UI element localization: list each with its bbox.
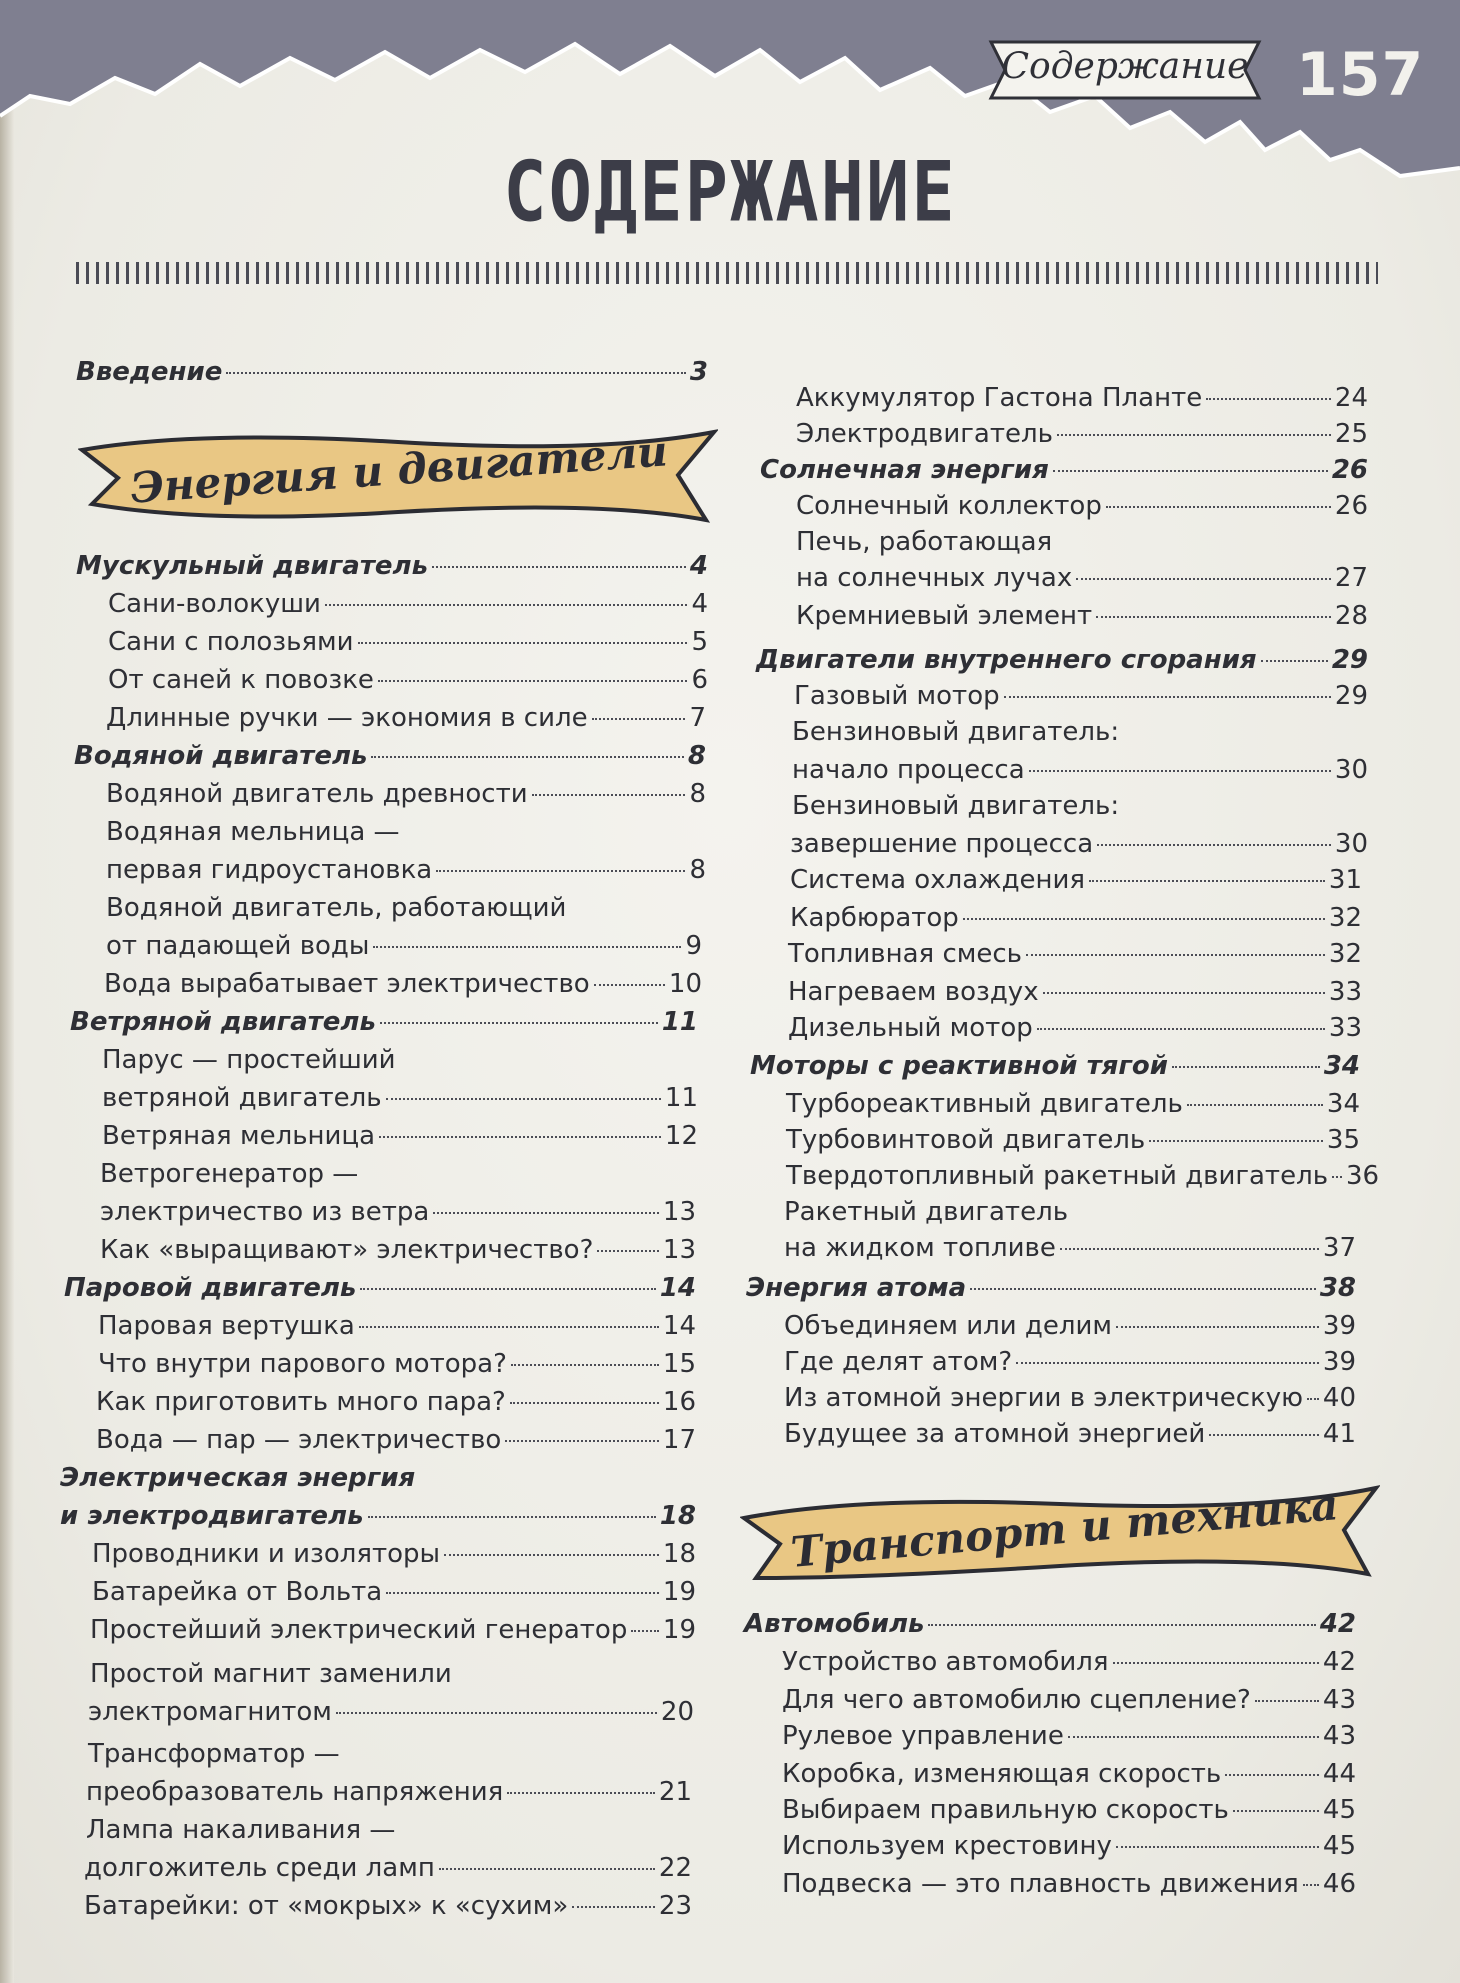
toc-entry[interactable]: Вода — пар — электричество 17	[96, 1425, 696, 1455]
toc-section[interactable]: и электродвигатель 18	[60, 1501, 696, 1531]
toc-entry[interactable]: Вода вырабатывает электричество 10	[104, 969, 702, 999]
page-number: 157	[1296, 40, 1425, 110]
toc-section[interactable]: Ветряной двигатель 11	[70, 1007, 698, 1037]
toc-entry[interactable]: Батарейка от Вольта 19	[92, 1577, 696, 1607]
page-binding-edge	[0, 0, 14, 1983]
toc-entry[interactable]: Дизельный мотор 33	[788, 1013, 1362, 1043]
toc-section[interactable]: Моторы с реактивной тягой 34	[750, 1051, 1360, 1081]
toc-entry[interactable]: первая гидроустановка 8	[106, 855, 706, 885]
toc-entry[interactable]: Турбореактивный двигатель 34	[786, 1089, 1360, 1119]
toc-entry-line1: Ракетный двигатель	[784, 1197, 1069, 1227]
page-title: СОДЕРЖАНИЕ	[503, 143, 957, 241]
toc-entry[interactable]: электричество из ветра 13	[100, 1197, 696, 1227]
toc-entry[interactable]: Длинные ручки — экономия в силе 7	[106, 703, 706, 733]
toc-entry[interactable]: Сани-волокуши 4	[108, 589, 708, 619]
toc-entry[interactable]: электромагнитом 20	[88, 1697, 694, 1727]
toc-entry[interactable]: Как приготовить много пара? 16	[96, 1387, 696, 1417]
toc-entry[interactable]: Объединяем или делим 39	[784, 1311, 1356, 1341]
toc-entry[interactable]: Турбовинтовой двигатель 35	[786, 1125, 1360, 1155]
toc-entry[interactable]: Батарейки: от «мокрых» к «сухим» 23	[84, 1891, 692, 1921]
toc-entry[interactable]: От саней к повозке 6	[108, 665, 708, 695]
toc-entry[interactable]: Электродвигатель 25	[796, 419, 1368, 449]
toc-entry[interactable]: долгожитель среди ламп 22	[84, 1853, 692, 1883]
toc-section[interactable]: Энергия атома 38	[746, 1273, 1356, 1303]
toc-section[interactable]: Водяной двигатель 8	[74, 741, 706, 771]
toc-entry-line1: Бензиновый двигатель:	[792, 791, 1120, 821]
toc-entry[interactable]: Для чего автомобилю сцепление? 43	[782, 1685, 1356, 1715]
toc-entry[interactable]: Что внутри парового мотора? 15	[98, 1349, 696, 1379]
toc-entry[interactable]: Нагреваем воздух 33	[788, 977, 1362, 1007]
toc-entry[interactable]: завершение процесса 30	[790, 829, 1368, 859]
transport-banner-title: Транспорт и техника	[788, 1480, 1341, 1577]
toc-entry-line1: Парус — простейший	[102, 1045, 396, 1075]
toc-section[interactable]: Автомобиль 42	[744, 1609, 1356, 1639]
toc-section[interactable]: Двигатели внутреннего сгорания 29	[756, 645, 1368, 675]
toc-entry[interactable]: Водяной двигатель древности 8	[106, 779, 706, 809]
toc-entry[interactable]: Рулевое управление 43	[782, 1721, 1356, 1751]
toc-entry-line1: Простой магнит заменили	[90, 1659, 452, 1689]
toc-entry[interactable]: ветряной двигатель 11	[102, 1083, 698, 1113]
toc-entry-line1: Лампа накаливания —	[86, 1815, 396, 1845]
toc-entry[interactable]: начало процесса 30	[792, 755, 1368, 785]
toc-section[interactable]: Паровой двигатель 14	[64, 1273, 696, 1303]
toc-entry[interactable]: Подвеска — это плавность движения 46	[782, 1869, 1356, 1899]
toc-entry[interactable]: Солнечный коллектор 26	[796, 491, 1368, 521]
toc-entry-line1: Ветрогенератор —	[100, 1159, 359, 1189]
toc-entry[interactable]: Коробка, изменяющая скорость 44	[782, 1759, 1356, 1789]
toc-entry[interactable]: Используем крестовину 45	[782, 1831, 1356, 1861]
toc-entry[interactable]: Будущее за атомной энергией 41	[784, 1419, 1356, 1449]
toc-entry[interactable]: Проводники и изоляторы 18	[92, 1539, 696, 1569]
toc-entry[interactable]: Паровая вертушка 14	[98, 1311, 696, 1341]
toc-entry-line1: Водяной двигатель, работающий	[106, 893, 567, 923]
toc-entry[interactable]: на жидком топливе 37	[784, 1233, 1356, 1263]
toc-entry-line1: Трансформатор —	[88, 1739, 340, 1769]
energy-banner-title: Энергия и двигатели	[128, 426, 670, 513]
toc-entry[interactable]: преобразователь напряжения 21	[86, 1777, 692, 1807]
toc-entry-line1: Бензиновый двигатель:	[792, 717, 1120, 747]
toc-entry[interactable]: Газовый мотор 29	[794, 681, 1368, 711]
toc-entry[interactable]: Топливная смесь 32	[788, 939, 1362, 969]
toc-section[interactable]: Мускульный двигатель 4	[76, 551, 708, 581]
toc-entry[interactable]: Твердотопливный ракетный двигатель 36	[786, 1161, 1380, 1191]
toc-section[interactable]: Солнечная энергия 26	[760, 455, 1368, 485]
toc-entry[interactable]: Система охлаждения 31	[790, 865, 1362, 895]
toc-entry[interactable]: Введение 3	[76, 357, 708, 387]
toc-entry[interactable]: Сани с полозьями 5	[108, 627, 708, 657]
toc-entry[interactable]: от падающей воды 9	[106, 931, 702, 961]
toc-entry-line1: Печь, работающая	[796, 527, 1053, 557]
toc-section-line1: Электрическая энергия	[60, 1463, 416, 1493]
toc-entry[interactable]: Как «выращивают» электричество? 13	[100, 1235, 696, 1265]
toc-entry[interactable]: Устройство автомобиля 42	[782, 1647, 1356, 1677]
toc-entry-line1: Водяная мельница —	[106, 817, 400, 847]
decorative-tick-rule	[76, 262, 1378, 284]
toc-entry[interactable]: на солнечных лучах 27	[796, 563, 1368, 593]
header-section-label: Содержание	[1001, 46, 1249, 87]
toc-entry[interactable]: Выбираем правильную скорость 45	[782, 1795, 1356, 1825]
toc-entry[interactable]: Кремниевый элемент 28	[796, 601, 1368, 631]
toc-entry[interactable]: Где делят атом? 39	[784, 1347, 1356, 1377]
toc-entry[interactable]: Карбюратор 32	[790, 903, 1362, 933]
toc-entry[interactable]: Аккумулятор Гастона Планте 24	[796, 383, 1368, 413]
toc-entry[interactable]: Ветряная мельница 12	[102, 1121, 698, 1151]
toc-entry[interactable]: Простейший электрический генератор 19	[90, 1615, 696, 1645]
toc-entry[interactable]: Из атомной энергии в электрическую 40	[784, 1383, 1356, 1413]
